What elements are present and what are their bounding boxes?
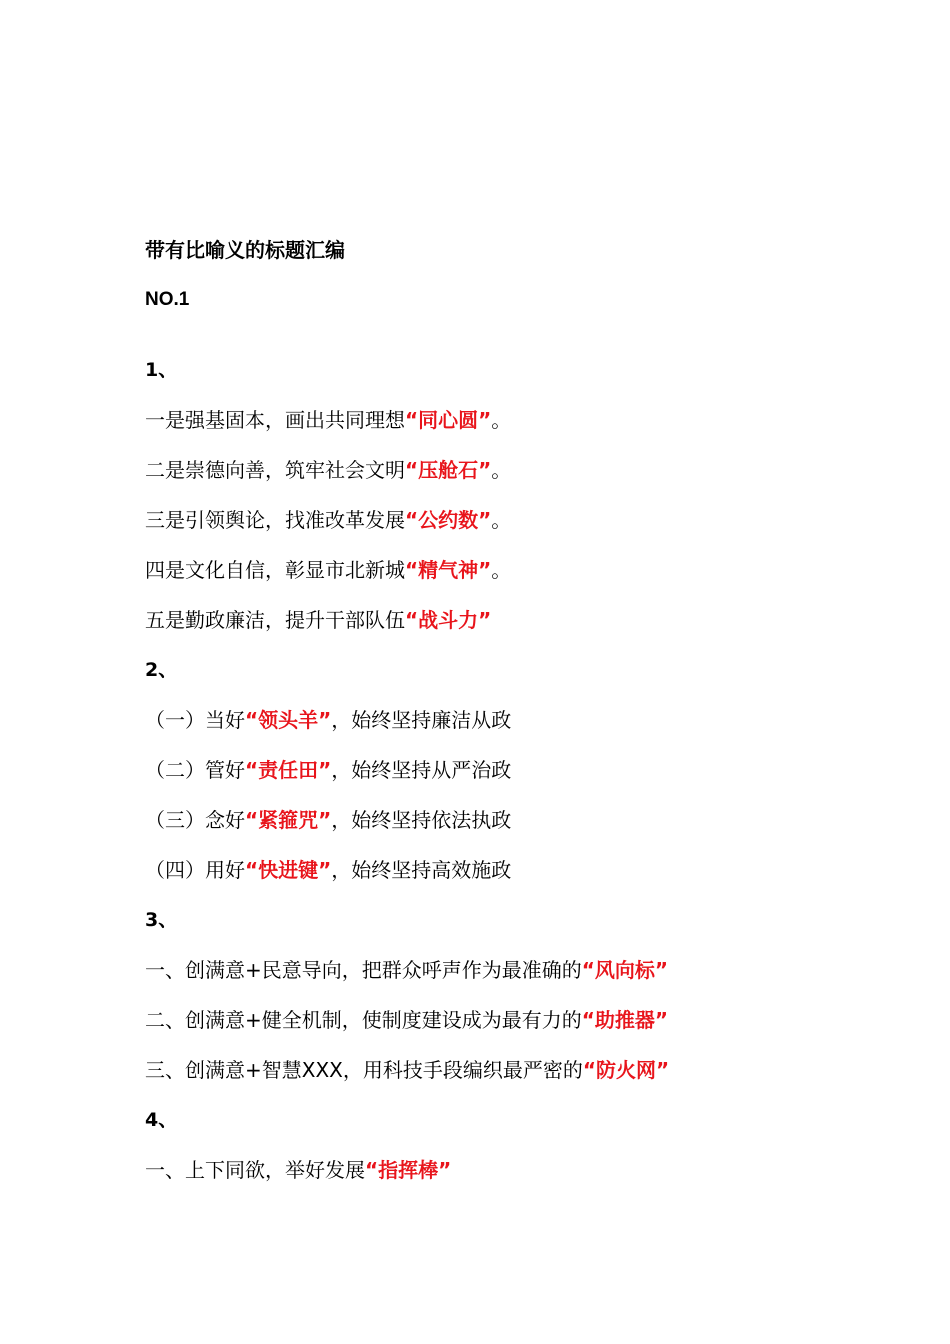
line-text: 一、上下同欲，举好发展 [145, 1158, 365, 1182]
line-text: 二是崇德向善，筑牢社会文明 [145, 458, 405, 482]
line-text: 五是勤政廉洁，提升干部队伍 [145, 608, 405, 632]
section-line [145, 452, 865, 488]
section-line [145, 802, 865, 838]
highlight-phrase: “风向标” [581, 958, 669, 982]
line-text: 三、创满意+智慧XXX，用科技手段编织最严密的 [145, 1058, 583, 1082]
section-line [145, 602, 865, 638]
line-suffix: ，始终坚持高效施政 [331, 858, 512, 882]
section-line [145, 752, 865, 788]
section-line [145, 1152, 865, 1188]
highlight-phrase: “指挥棒” [365, 1158, 452, 1182]
line-text: （一）当好 [145, 708, 245, 732]
section-number: 1、 [145, 359, 178, 381]
section-line [145, 552, 865, 588]
line-suffix: 。 [491, 408, 512, 432]
section-line [145, 1052, 865, 1088]
section-number: 2、 [145, 659, 178, 681]
document-subtitle: NO.1 [145, 289, 190, 310]
section-line [145, 952, 865, 988]
line-text: （三）念好 [145, 808, 245, 832]
line-text: 三是引领舆论，找准改革发展 [145, 508, 405, 532]
line-suffix: 。 [491, 558, 512, 582]
section-line [145, 852, 865, 888]
section-line [145, 702, 865, 738]
section-line [145, 502, 865, 538]
line-suffix: 。 [491, 508, 512, 532]
highlight-phrase: “同心圆” [405, 408, 492, 432]
highlight-phrase: “防火网” [582, 1058, 670, 1082]
section-line [145, 402, 865, 438]
line-suffix: ，始终坚持廉洁从政 [331, 708, 512, 732]
section-line [145, 1002, 865, 1038]
line-suffix: 。 [491, 458, 512, 482]
document-body [145, 232, 865, 1202]
section-number: 4、 [145, 1109, 178, 1131]
highlight-phrase: “助推器” [581, 1008, 669, 1032]
highlight-phrase: “快进键” [245, 858, 332, 882]
highlight-phrase: “战斗力” [405, 608, 492, 632]
line-text: 一是强基固本，画出共同理想 [145, 408, 405, 432]
highlight-phrase: “紧箍咒” [245, 808, 332, 832]
line-text: （二）管好 [145, 758, 245, 782]
section-number: 3、 [145, 909, 178, 931]
highlight-phrase: “公约数” [405, 508, 492, 532]
line-suffix: ，始终坚持依法执政 [331, 808, 512, 832]
document-title: 带有比喻义的标题汇编 [145, 238, 345, 262]
line-text: 四是文化自信，彰显市北新城 [145, 558, 405, 582]
highlight-phrase: “领头羊” [245, 708, 332, 732]
highlight-phrase: “压舱石” [405, 458, 492, 482]
line-text: 一、创满意+民意导向，把群众呼声作为最准确的 [145, 958, 582, 982]
highlight-phrase: “精气神” [405, 558, 492, 582]
highlight-phrase: “责任田” [245, 758, 332, 782]
line-text: （四）用好 [145, 858, 245, 882]
line-suffix: ，始终坚持从严治政 [331, 758, 512, 782]
line-text: 二、创满意+健全机制，使制度建设成为最有力的 [145, 1008, 582, 1032]
